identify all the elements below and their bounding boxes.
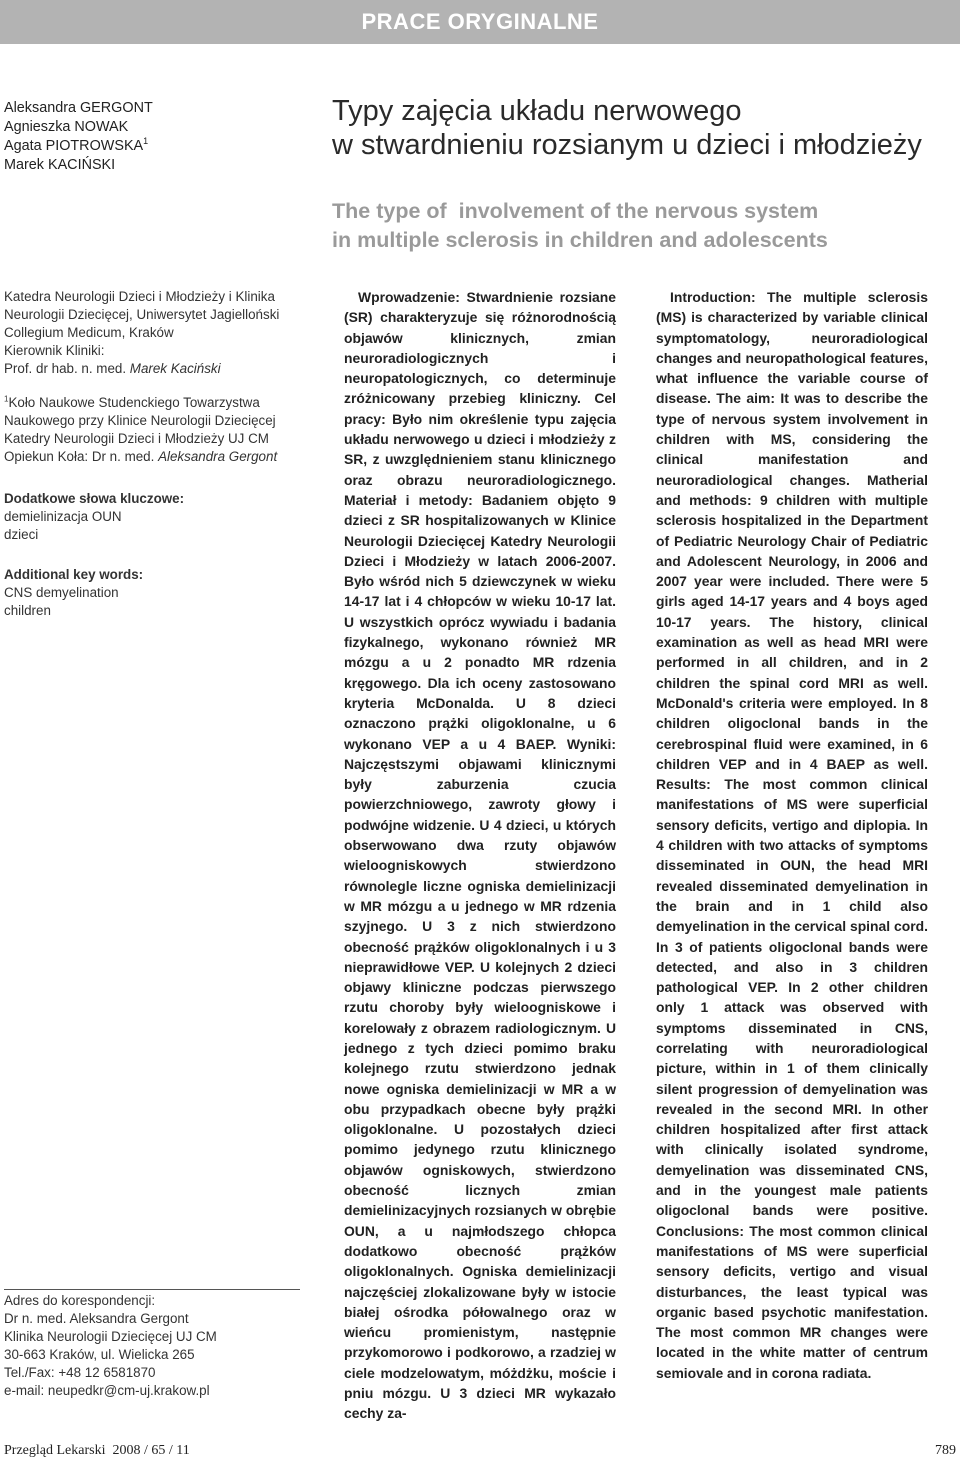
affiliation-head-name: Marek Kaciński: [129, 361, 221, 376]
affiliation-line: Naukowego przy Klinice Neurologii Dziecięcej: [4, 413, 276, 428]
correspondence-line: Klinika Neurologii Dziecięcej UJ CM: [4, 1329, 217, 1344]
correspondence-address: [4, 1292, 304, 1400]
affiliation-line: [4, 448, 304, 466]
affiliation-line: Kierownik Kliniki:: [4, 343, 105, 358]
affiliation-secondary: [4, 394, 304, 466]
title-polish-line: w stwardnieniu rozsianym u dzieci i młodzieży: [332, 129, 922, 161]
affiliation-title: Opiekun Koła: Dr n. med.: [4, 449, 159, 464]
keywords-heading: Dodatkowe słowa kluczowe:: [4, 491, 185, 506]
abstract-english-text: Introduction: The multiple sclerosis (MS) is characterized by variable clinical symptomatology, neuroradiological changes and neuropathological features, what influence the variable course of disease. The aim: It was to describe the type of nervous system involvement in children with MS, considering the clinical manifestation and neuroradiological changes. Matherial and methods: 9 children with multiple sclerosis hospitalized in the Department of Pediatric Neurology Chair of Pediatric and Adolescent Neurology, in 2006 and 2007 year were included. There were 5 girls aged 14-17 years and 4 boys aged 10-17 years. The history, clinical examination as well as head MRI were performed in all children, and in 2 children the spinal cord MRI as well. McDonald's criteria were employed. In 8 children oligoclonal bands in the cerebrospinal fluid were examined, in 6 children VEP and in 4 BAEP as well. Results: The most common clinical manifestations of MS were superficial sensory deficits, vertigo and diplopia. In 4 children with two attacks of symptoms disseminated in OUN, the head MRI revealed disseminated demyelination in the brain and in 1 child also demyelination in the cervical spinal cord. In 3 of patients oligoclonal bands were detected, and also in 3 children pathological VEP. In 2 other children only 1 attack was observed with symptoms disseminated in CNS, correlating with neuroradiological picture, within in 1 of them clinically silent progression of demyelination was revealed in the second MRI. In other children hospitalized after first attack with clinically isolated syndrome, demyelination was disseminated CNS, and in the youngest male patients oligoclonal bands were positive. Conclusions: The most common clinical manifestations of MS were superficial sensory deficits, vertigo and visual disturbances, the least typical was organic based psychotic manifestation. The most common MR changes were located in the white matter of centrum semiovale and in corona radiata.: [656, 289, 928, 1381]
keyword: dzieci: [4, 527, 39, 542]
author-name: Agnieszka NOWAK: [4, 119, 129, 135]
title-english: [332, 197, 952, 255]
affiliation-marker: 1: [4, 394, 9, 404]
affiliation-line: Katedra Neurologii Dzieci i Młodzieży i Klinika: [4, 289, 275, 304]
affiliation-marker: 1: [143, 136, 149, 147]
title-english-line: The type of involvement of the nervous system: [332, 199, 819, 223]
keyword: CNS demyelination: [4, 585, 119, 600]
supervisor-name: Aleksandra Gergont: [158, 449, 278, 464]
affiliation-text: Koło Naukowe Studenckiego Towarzystwa: [8, 395, 260, 410]
author-name: Aleksandra GERGONT: [4, 100, 153, 116]
abstract-english: [656, 287, 928, 1383]
keyword: children: [4, 603, 51, 618]
correspondence-email: e-mail: neupedkr@cm-uj.krakow.pl: [4, 1383, 210, 1398]
journal-citation: Przegląd Lekarski 2008 / 65 / 11: [4, 1443, 190, 1458]
keyword: demielinizacja OUN: [4, 509, 122, 524]
affiliation-line: Collegium Medicum, Kraków: [4, 325, 174, 340]
correspondence-line: Dr n. med. Aleksandra Gergont: [4, 1311, 189, 1326]
correspondence-line: Tel./Fax: +48 12 6581870: [4, 1365, 156, 1380]
keywords-polish: [4, 490, 304, 544]
affiliation-line: [4, 360, 304, 378]
abstract-polish-text: Wprowadzenie: Stwardnienie rozsiane (SR) charakteryzuje się różnorodnością objawów klinicznych, zmian neuroradiologicznych i neuropatologicznych, co determinuje zróżnicowany przebieg kliniczny. Cel pracy: Było nim określenie typu zajęcia układu nerwowego u dzieci i młodzieży z SR, z uwzględnieniem stanu klinicznego oraz obrazu neuroradiologicznego. Materiał i metody: Badaniem objęto 9 dzieci z SR hospitalizowanych w Klinice Neurologii Dziecięcej Katedry Neurologii Dzieci i Młodzieży w latach 2006-2007. Było wśród nich 5 dziewczynek w wieku 14-17 lat i 4 chłopców w wieku 10-17 lat. U wszystkich oprócz wywiadu i badania fizykalnego, wykonano również MR mózgu a u 2 ponadto MR rdzenia kręgowego. Dla ich oceny zastosowano kryteria McDonalda. U 8 dzieci oznaczono prążki oligoklonalne, u 6 wykonano VEP a u 4 BAEP. Wyniki: Najczęstszymi objawami klinicznymi były zaburzenia czucia powierzchniowego, zawroty głowy i podwójne widzenie. U 4 dzieci, u których obserwowano dwa rzuty objawów wieloogniskowych stwierdzono równolegle liczne ogniska demielinizacji w MR mózgu a u jednego w MR rdzenia szyjnego. U 3 z nich stwierdzono obecność prążków oligoklonalnych i u 3 nieprawidłowe VEP. U kolejnych 2 dzieci objawy kliniczne podczas pierwszego rzutu choroby były wieloogniskowe i korelowały z obrazem radiologicznym. U jednego z tych dzieci pomimo braku kolejnego rzutu stwierdzono jednak nowe ogniska demielinizacji w MR a w obu przypadkach obecne były prążki oligoklonalne. U pozostałych dzieci pomimo jedynego rzutu klinicznego objawów ogniskowych, stwierdzono obecność licznych zmian demielinizacyjnych rozsianych w obrębie OUN, a u najmłodszego chłopca dodatkowo obecność prążków oligoklonalnych. Ogniska demielinizacji najczęściej zlokalizowane były w istocie białej ośrodka półowalnego oraz w wieńcu promienistym, następnie przykomorowo i podkorowo, a rzadziej w ciele modzelowatym, móżdżku, moście i pniu mózgu. U 3 dzieci MR wykazało cechy za-: [344, 289, 616, 1422]
correspondence-line: Adres do korespondencji:: [4, 1293, 156, 1308]
section-banner: PRACE ORYGINALNE: [0, 0, 960, 44]
page-number: 789: [935, 1443, 956, 1458]
keywords-english: [4, 566, 304, 620]
title-english-line: in multiple sclerosis in children and adolescents: [332, 228, 828, 252]
affiliation-line: Neurologii Dziecięcej, Uniwersytet Jagielloński: [4, 307, 280, 322]
abstract-polish: [344, 287, 616, 1424]
sidebar-info: [4, 288, 304, 636]
correspondence-divider: [4, 1289, 300, 1290]
affiliation-title: Prof. dr hab. n. med.: [4, 361, 130, 376]
keywords-heading: Additional key words:: [4, 567, 144, 582]
affiliation: [4, 288, 304, 378]
author-name: Marek KACIŃSKI: [4, 157, 116, 173]
title-polish-line: Typy zajęcia układu nerwowego: [332, 95, 742, 127]
author-list: [4, 99, 304, 175]
author-name: [4, 137, 304, 156]
title-polish: [332, 94, 952, 162]
correspondence-line: 30-663 Kraków, ul. Wielicka 265: [4, 1347, 195, 1362]
author-name-text: Agata PIOTROWSKA: [4, 138, 144, 154]
affiliation-line: Katedry Neurologii Dzieci i Młodzieży UJ CM: [4, 431, 269, 446]
affiliation-line: [4, 394, 304, 412]
